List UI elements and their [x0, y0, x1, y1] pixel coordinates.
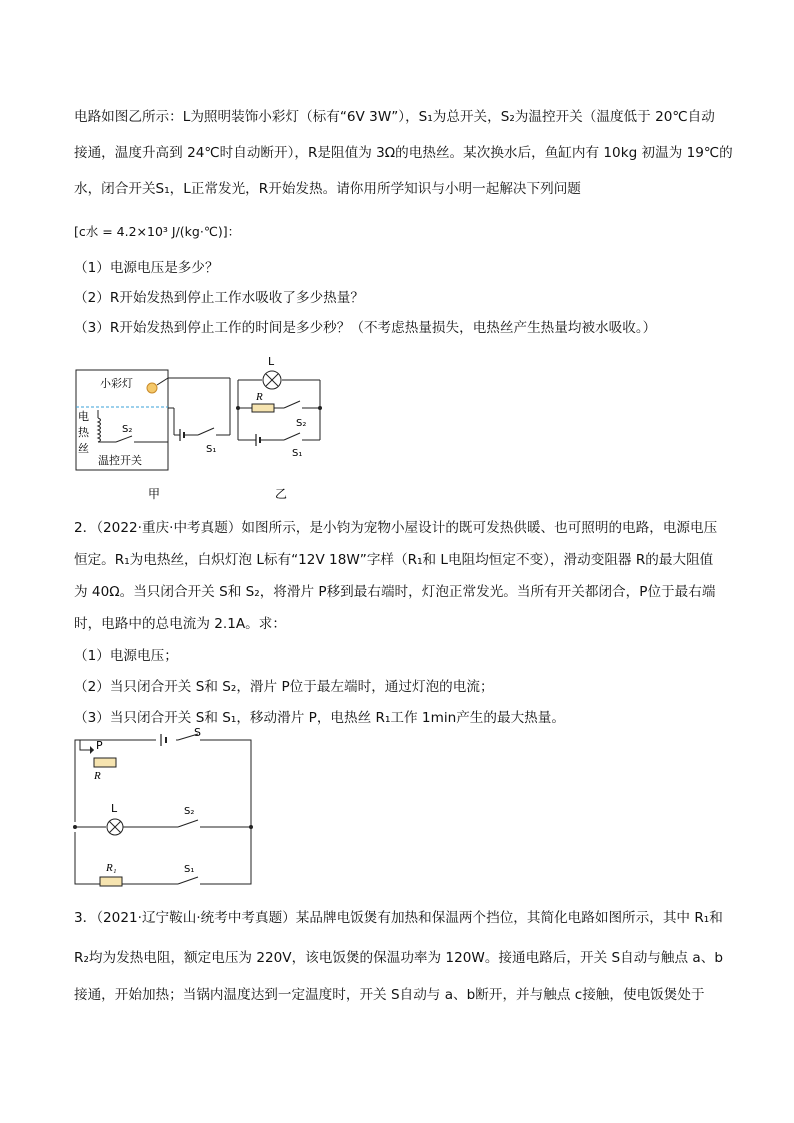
rheostat-r-icon — [94, 758, 116, 767]
wire — [157, 378, 168, 385]
s1-label: S₁ — [206, 444, 217, 455]
problem1-line-3: 水，闭合开关S₁，L正常发光，R开始发热。请你用所学知识与小明一起解决下列问题 — [74, 181, 581, 197]
thermo-switch-label: 温控开关 — [98, 454, 142, 467]
resistor-r-label: R — [256, 391, 263, 403]
slider-p-label: P — [96, 739, 103, 752]
resistor-r1-icon — [100, 877, 122, 886]
problem2-question-3: （3）当只闭合开关 S和 S₁，移动滑片 P，电热丝 R₁工作 1min产生的最大热量。 — [74, 710, 565, 726]
s2-label: S₂ — [122, 424, 133, 435]
problem2-line-3: 为 40Ω。当只闭合开关 S和 S₂，将滑片 P移到最右端时，灯泡正常发光。当所有开关都闭合，P位于最右端 — [74, 584, 716, 600]
heater-label-2: 热 — [78, 426, 89, 439]
problem1-line-1: 电路如图乙所示：L为照明装饰小彩灯（标有“6V 3W”），S₁为总开关，S₂为温控开关（温度低于 20℃自动 — [74, 109, 715, 125]
rheostat-r-label: R — [94, 770, 101, 782]
problem1-question-2: （2）R开始发热到停止工作水吸收了多少热量？ — [74, 290, 364, 306]
switch-gap — [178, 881, 200, 887]
figure-jia — [70, 360, 240, 505]
resistor-icon — [252, 404, 274, 412]
heater-coil-icon — [98, 418, 101, 442]
lamp-l-label: L — [268, 355, 275, 368]
switch-s1-blade — [284, 433, 300, 440]
s1-label: S₁ — [184, 864, 195, 875]
problem2-line-1: 2．（2022·重庆·中考真题）如图所示，是小钧为宠物小屋设计的既可发热供暖、也可照明的电路，电源电压 — [74, 520, 718, 536]
problem2-question-1: （1）电源电压； — [74, 648, 178, 664]
s2-label: S₂ — [184, 806, 195, 817]
problem2-line-2: 恒定。R₁为电热丝，白炽灯泡 L标有“12V 18W”字样（R₁和 L电阻均恒定不变），滑动变阻器 R的最大阻值 — [74, 552, 714, 568]
switch-s2-blade — [178, 820, 198, 827]
switch-s2-blade — [116, 436, 132, 442]
problem1-line-2: 接通，温度升高到 24℃时自动断开），R是阻值为 3Ω的电热丝。某次换水后，鱼缸内有 10kg 初温为 19℃的 — [74, 145, 733, 161]
problem3-line-2: R₂均为发热电阻，额定电压为 220V，该电饭煲的保温功率为 120W。接通电路后，开关 S自动与触点 a、b — [74, 950, 723, 966]
s1-label: S₁ — [292, 448, 303, 459]
figure-caption-yi: 乙 — [275, 487, 288, 501]
figure-caption-jia: 甲 — [148, 487, 161, 501]
problem3-line-1: 3．（2021·辽宁鞍山·统考中考真题）某品牌电饭煲有加热和保温两个挡位，其简化电路如图所示，其中 R₁和 — [74, 910, 723, 926]
figure-problem2 — [66, 726, 266, 892]
slider-arrow-icon — [90, 746, 94, 754]
heater-label-1: 电 — [78, 410, 89, 423]
resistor-r1-label: R₁ — [106, 862, 117, 874]
problem1-question-1: （1）电源电压是多少？ — [74, 260, 219, 276]
switch-s2-blade — [284, 401, 300, 408]
lamp-label: 小彩灯 — [100, 377, 133, 390]
switch-s-label: S — [194, 726, 201, 739]
heater-label-3: 丝 — [78, 442, 89, 455]
problem2-line-4: 时，电路中的总电流为 2.1A。求： — [74, 616, 286, 632]
problem1-constant: [c水 = 4.2×10³ J/(kg·℃)]： — [74, 224, 241, 239]
problem3-line-3: 接通，开始加热；当锅内温度达到一定温度时，开关 S自动与 a、b断开，并与触点 c接触，使电饭煲处于 — [74, 987, 705, 1003]
switch-s1-blade — [198, 428, 214, 435]
problem1-question-3: （3）R开始发热到停止工作的时间是多少秒？（不考虑热量损失，电热丝产生热量均被水吸收。） — [74, 320, 657, 336]
lamp-l-label: L — [111, 802, 118, 815]
problem2-question-2: （2）当只闭合开关 S和 S₂，滑片 P位于最左端时，通过灯泡的电流； — [74, 679, 494, 695]
bulb-icon — [147, 383, 157, 393]
figure-yi — [228, 350, 338, 500]
s2-label: S₂ — [296, 418, 307, 429]
